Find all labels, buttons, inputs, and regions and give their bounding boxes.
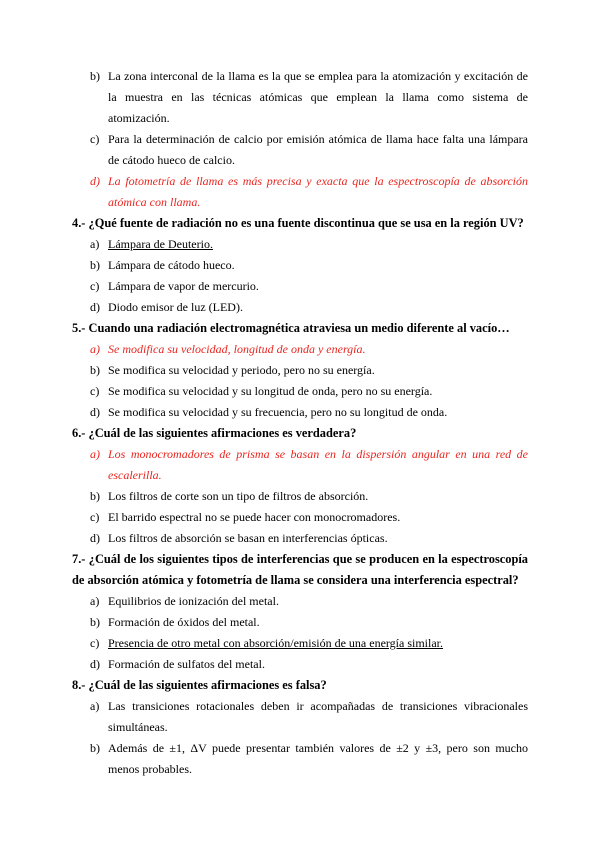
option-text: El barrido espectral no se puede hacer con monocromadores. xyxy=(108,510,401,524)
answer-option xyxy=(72,654,528,675)
option-letter: b) xyxy=(90,615,100,629)
option-letter: d) xyxy=(90,174,100,188)
answer-option xyxy=(72,507,528,528)
option-text xyxy=(108,633,528,654)
option-text-underlined: Lámpara de Deuterio. xyxy=(108,237,213,251)
question-heading: 7.- ¿Cuál de los siguientes tipos de interferencias que se producen en la espectroscopía de absorción atómica y fotometría de llama se considera una interferencia espectral? xyxy=(72,552,528,587)
option-text: Los monocromadores de prisma se basan en la dispersión angular en una red de escalerilla. xyxy=(108,447,528,482)
answer-option-correct xyxy=(72,339,528,360)
question-heading: 8.- ¿Cuál de las siguientes afirmaciones es falsa? xyxy=(72,678,327,692)
answer-option xyxy=(72,276,528,297)
option-text: Las transiciones rotacionales deben ir acompañadas de transiciones vibracionales simultáneas. xyxy=(108,699,528,734)
option-letter: c) xyxy=(90,132,100,146)
option-letter: c) xyxy=(90,636,100,650)
option-letter: d) xyxy=(90,531,100,545)
answer-option xyxy=(72,129,528,171)
answer-option xyxy=(72,255,528,276)
option-text: Se modifica su velocidad y periodo, pero no su energía. xyxy=(108,363,375,377)
option-letter: a) xyxy=(90,237,100,251)
option-text-underlined: Presencia de otro metal con absorción/emisión de una energía similar. xyxy=(108,636,444,650)
option-letter: c) xyxy=(90,384,100,398)
option-letter: b) xyxy=(90,363,100,377)
option-letter: b) xyxy=(90,258,100,272)
answer-option-correct xyxy=(72,171,528,213)
option-letter: c) xyxy=(90,510,100,524)
answer-option xyxy=(72,528,528,549)
answer-option xyxy=(72,738,528,780)
option-letter: a) xyxy=(90,699,100,713)
option-letter: a) xyxy=(90,447,100,461)
answer-option xyxy=(72,234,528,255)
option-text xyxy=(108,234,528,255)
answer-option xyxy=(72,402,528,423)
option-text: Formación de sulfatos del metal. xyxy=(108,657,265,671)
option-letter: d) xyxy=(90,657,100,671)
option-text: Formación de óxidos del metal. xyxy=(108,615,260,629)
exam-content xyxy=(72,66,528,780)
answer-option xyxy=(72,381,528,402)
option-text: Para la determinación de calcio por emisión atómica de llama hace falta una lámpara de cátodo hueco de calcio. xyxy=(108,132,528,167)
answer-option xyxy=(72,612,528,633)
option-letter: a) xyxy=(90,594,100,608)
option-letter: b) xyxy=(90,741,100,755)
option-text: La zona interconal de la llama es la que se emplea para la atomización y excitación de la muestra en las técnicas atómicas que emplean la llama como sistema de atomización. xyxy=(108,69,528,125)
option-text: La fotometría de llama es más precisa y exacta que la espectroscopía de absorción atómica con llama. xyxy=(108,174,528,209)
option-text: Se modifica su velocidad, longitud de onda y energía. xyxy=(108,342,366,356)
question-heading: 6.- ¿Cuál de las siguientes afirmaciones es verdadera? xyxy=(72,426,357,440)
answer-option xyxy=(72,486,528,507)
question-heading: 4.- ¿Qué fuente de radiación no es una fuente discontinua que se usa en la región UV? xyxy=(72,216,524,230)
question-heading: 5.- Cuando una radiación electromagnética atraviesa un medio diferente al vacío… xyxy=(72,321,510,335)
option-text: Se modifica su velocidad y su frecuencia, pero no su longitud de onda. xyxy=(108,405,448,419)
option-letter: d) xyxy=(90,405,100,419)
option-letter: d) xyxy=(90,300,100,314)
option-text: Lámpara de vapor de mercurio. xyxy=(108,279,259,293)
option-text: Los filtros de absorción se basan en interferencias ópticas. xyxy=(108,531,388,545)
option-letter: b) xyxy=(90,69,100,83)
option-letter: c) xyxy=(90,279,100,293)
answer-option xyxy=(72,66,528,129)
option-text: Además de ±1, ΔV puede presentar también valores de ±2 y ±3, pero son mucho menos probables. xyxy=(108,741,528,776)
option-letter: a) xyxy=(90,342,100,356)
answer-option xyxy=(72,633,528,654)
answer-option-correct xyxy=(72,444,528,486)
option-text: Se modifica su velocidad y su longitud de onda, pero no su energía. xyxy=(108,384,433,398)
option-text: Equilibrios de ionización del metal. xyxy=(108,594,279,608)
option-text: Diodo emisor de luz (LED). xyxy=(108,300,243,314)
answer-option xyxy=(72,591,528,612)
answer-option xyxy=(72,297,528,318)
option-letter: b) xyxy=(90,489,100,503)
option-text: Los filtros de corte son un tipo de filtros de absorción. xyxy=(108,489,369,503)
answer-option xyxy=(72,360,528,381)
option-text: Lámpara de cátodo hueco. xyxy=(108,258,235,272)
answer-option xyxy=(72,696,528,738)
